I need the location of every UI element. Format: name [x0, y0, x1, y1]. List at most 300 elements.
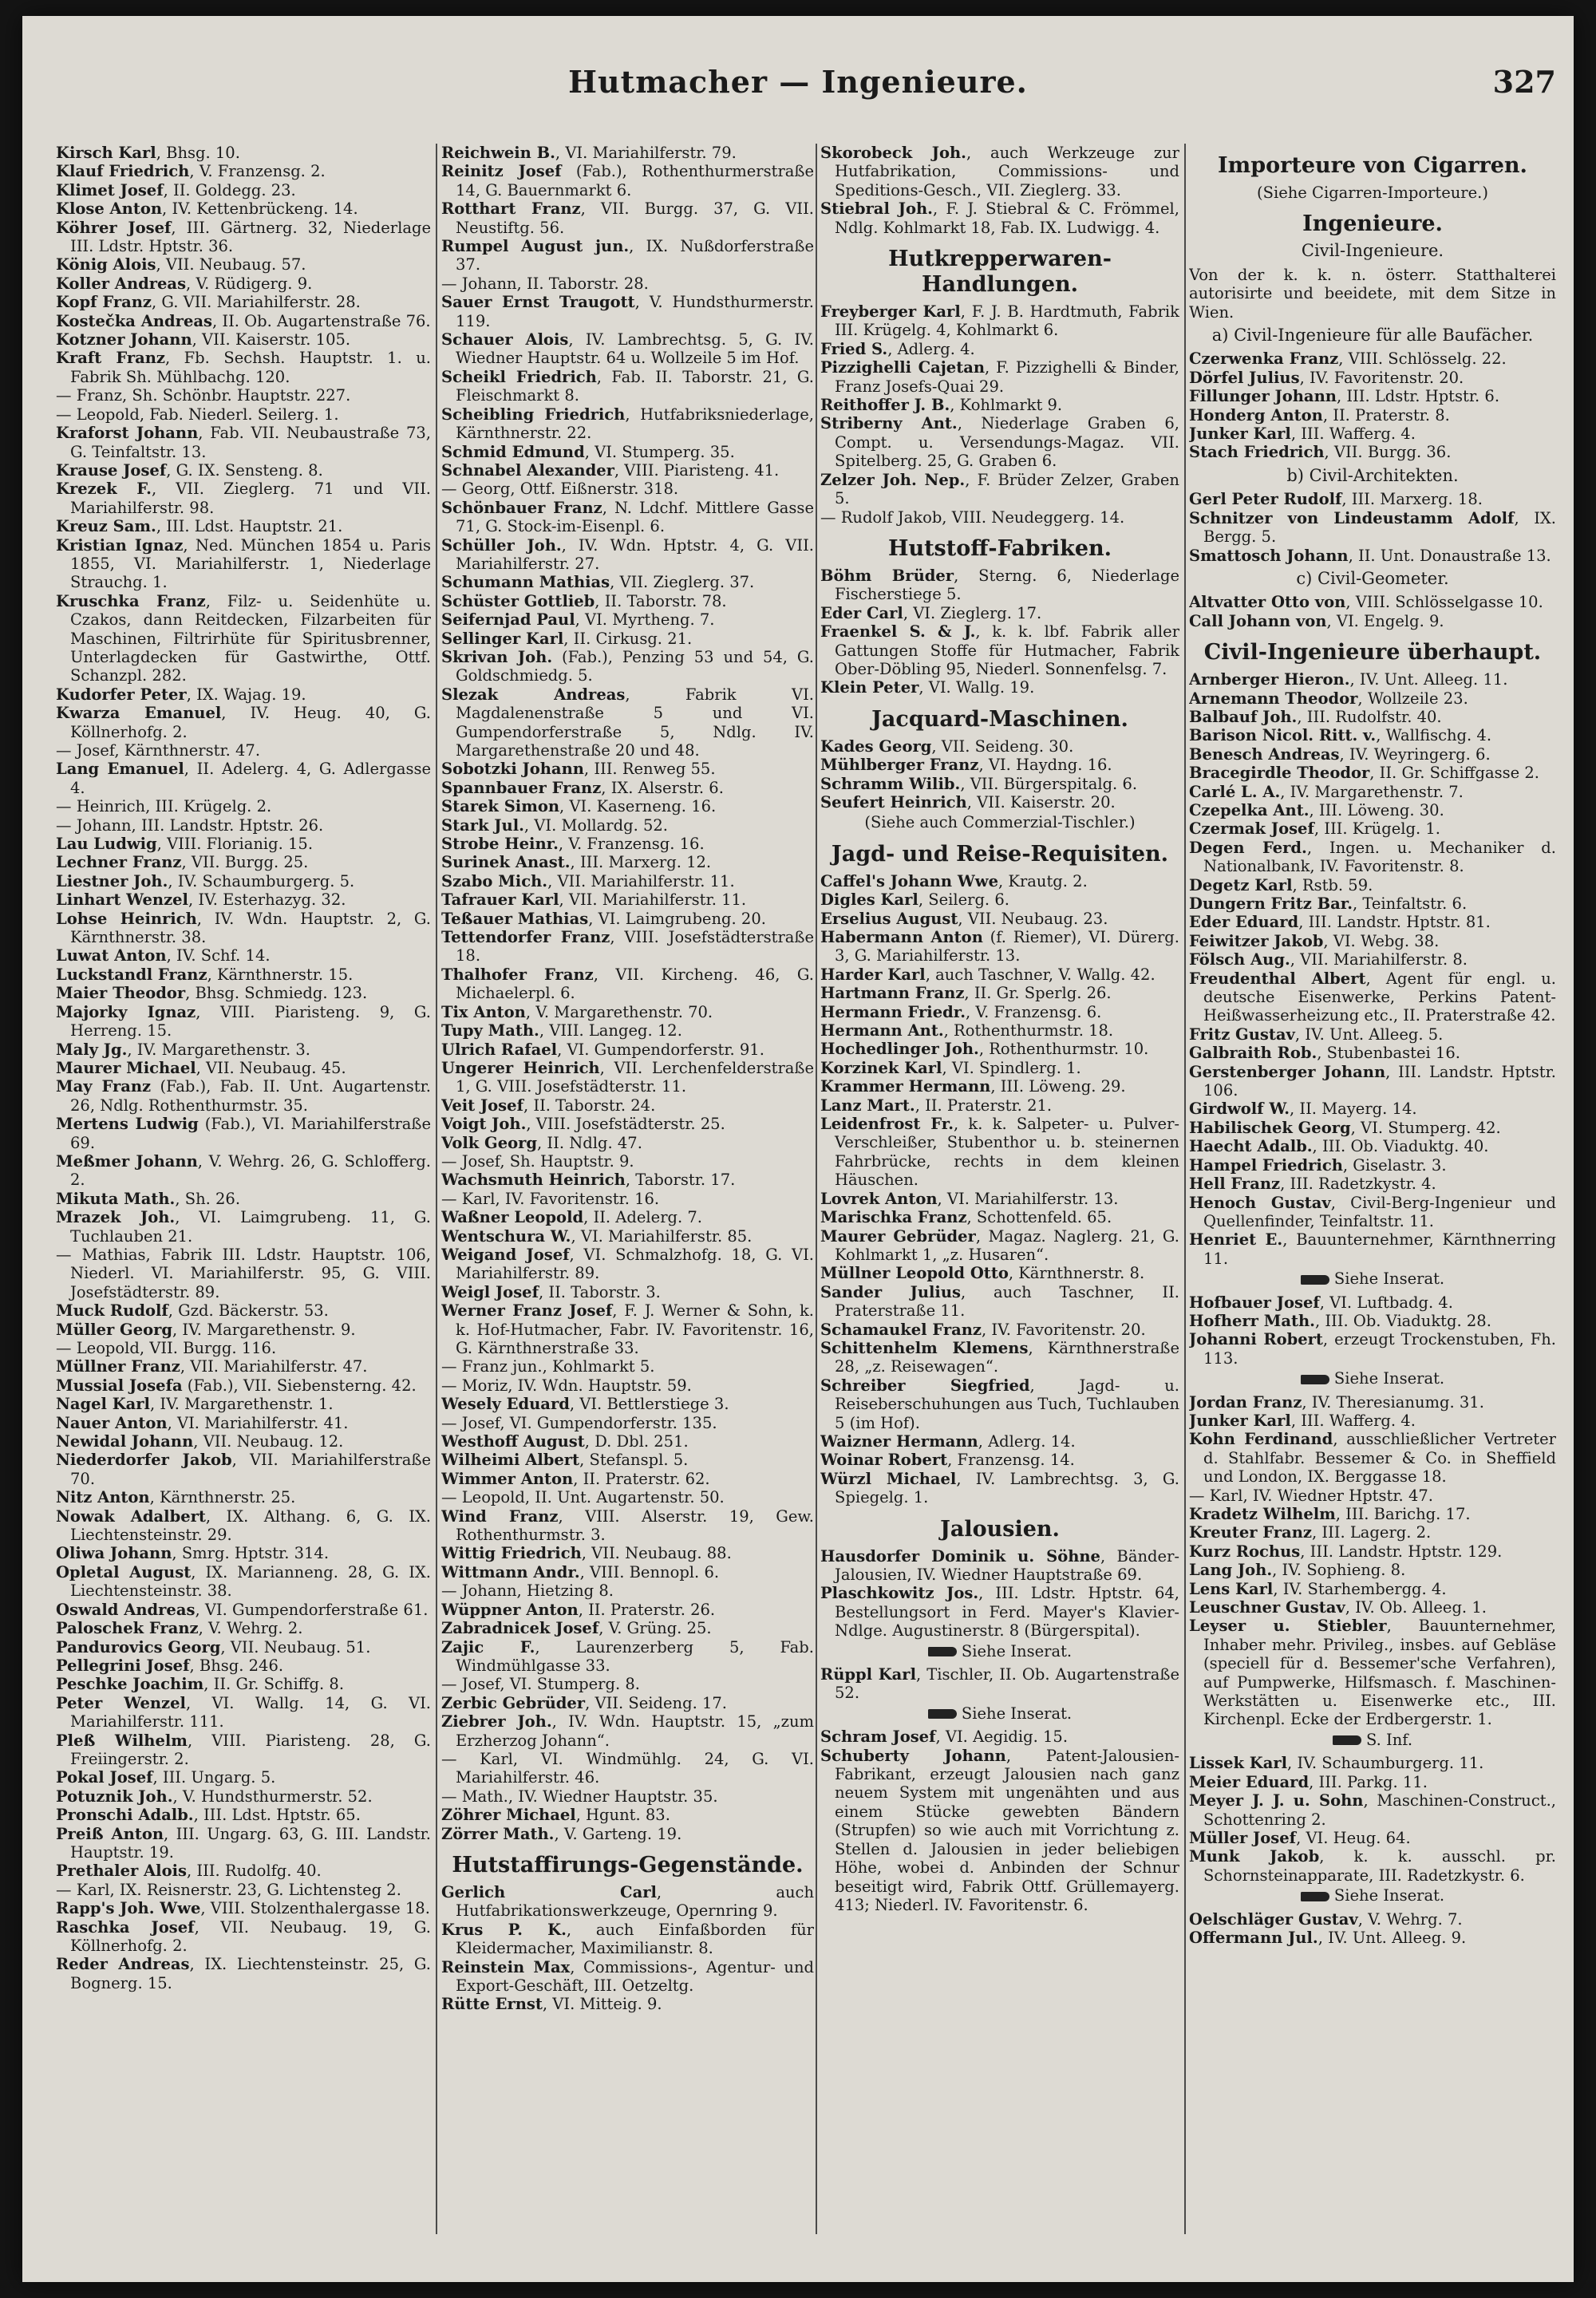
entry-details: , IV. Wdn. Hptstr. 4, G. VII. Mariahilferstr. 27.: [456, 535, 814, 573]
entry-name: Mikuta Math.: [56, 1189, 176, 1208]
entry-details: , III. Wafferg. 4.: [1290, 424, 1416, 444]
entry-details: , VII. Burgg. 36.: [1324, 443, 1452, 462]
directory-entry: [56, 424, 431, 461]
entry-details: , Filz- u. Seidenhüte u. Czakos, dann Reitdecken, Filzarbeiten für Maschinen, Filtrirhüte für Spiritusbrenner, Unterlagdecken für Gastwirthe, Ottf. Schanzpl. 282.: [70, 591, 431, 685]
directory-entry: [441, 928, 814, 965]
entry-details: , IV. Unt. Alleeg. 5.: [1294, 1025, 1444, 1044]
directory-entry: [1189, 369, 1556, 387]
entry-name: Veit Josef: [441, 1096, 523, 1115]
directory-entry: [820, 1584, 1179, 1640]
entry-name: Werner Franz Josef: [441, 1301, 613, 1321]
entry-details: , IX. Wajag. 19.: [186, 685, 306, 704]
entry-name: Schüller Joh.: [441, 535, 562, 555]
entry-details: , IV. Lambrechtsg. 5, G. IV. Wiedner Hauptstr. 64 u. Wollzeile 5 im Hof.: [456, 330, 814, 368]
entry-details: , VI. Mariahilferstr. 79.: [555, 144, 737, 162]
directory-entry: [441, 910, 814, 928]
entry-details: , Seilerg. 6.: [918, 890, 1009, 910]
directory-entry: [820, 1547, 1179, 1585]
directory-entry: [1189, 1100, 1556, 1118]
entry-details: , II. Gr. Sperlg. 26.: [964, 984, 1112, 1003]
directory-entry: [56, 685, 431, 704]
entry-name: Kirsch Karl: [56, 144, 156, 162]
entry-details: , Magaz. Naglerg. 21, G. Kohlmarkt 1, „z. Husaren“.: [835, 1226, 1179, 1264]
directory-entry: [441, 1470, 814, 1488]
entry-name: Pizzighelli Cajetan: [820, 358, 986, 377]
directory-entry: [820, 1470, 1179, 1507]
entry-name: Degen Ferd.: [1189, 838, 1307, 857]
page-header: [22, 64, 1574, 112]
directory-entry: [441, 1451, 814, 1469]
entry-details: , Krautg. 2.: [998, 871, 1088, 890]
directory-entry: [56, 760, 431, 797]
entry-details: , Rstb. 59.: [1292, 875, 1373, 894]
directory-entry: [441, 1806, 814, 1824]
directory-entry: [56, 910, 431, 947]
directory-entry: [820, 199, 1179, 237]
entry-details: , IV. Margarethenstr. 1.: [149, 1395, 334, 1414]
entry-name: Kraft Franz: [56, 349, 165, 368]
entry-details: , VI. Spindlerg. 1.: [942, 1058, 1081, 1077]
entry-details: , Jagd- u. Reiseberschuhungen aus Tuch, Tuchlauben 5 (im Hof).: [835, 1376, 1179, 1432]
directory-entry: [820, 1264, 1179, 1282]
directory-entry: [56, 1899, 431, 1917]
directory-entry: [56, 741, 431, 760]
directory-entry: [1189, 1412, 1556, 1430]
entry-name: Tafrauer Karl: [441, 890, 559, 910]
entry-details: , III. Wafferg. 4.: [1290, 1411, 1416, 1430]
directory-entry: [1189, 509, 1556, 547]
entry-name: Thalhofer Franz: [441, 965, 594, 984]
directory-entry: [820, 1040, 1179, 1058]
entry-name: Reinstein Max: [441, 1957, 571, 1976]
directory-entry: [56, 1246, 431, 1301]
entry-details: , VI. Stumperg. 42.: [1350, 1118, 1501, 1137]
directory-entry: [56, 592, 431, 685]
directory-entry: [1189, 1312, 1556, 1330]
directory-entry: [820, 928, 1179, 965]
directory-entry: [441, 648, 814, 685]
entry-details: , II. Praterstr. 26.: [578, 1600, 716, 1619]
directory-entry: [820, 302, 1179, 340]
entry-details: , VII. Mariahilferstr. 47.: [180, 1357, 368, 1376]
entry-name: Peschke Joachim: [56, 1675, 204, 1694]
entry-name: Harder Karl: [820, 965, 926, 984]
entry-name: Preiß Anton: [56, 1824, 164, 1843]
entry-details: , IV. Unt. Alleeg. 11.: [1349, 670, 1508, 689]
entry-details: , IV. Ob. Alleeg. 1.: [1345, 1598, 1487, 1617]
entry-details: , Bauunternehmer, Inhaber mehr. Privileg., insbes. auf Gebläse (speciell für d. Bessemer'sche Verfahren), auf Pumpwerke, Hilfsmasch. f. Maschinen-Werkstätten u. Eisenwerke etc., III. Kirchenpl. Ecke der Erdbergerstr. 1.: [1203, 1617, 1556, 1729]
directory-entry: [1189, 1505, 1556, 1523]
entry-details: , Gzd. Bäckerstr. 53.: [168, 1301, 329, 1321]
entry-name: Schüster Gottlieb: [441, 591, 595, 610]
entry-name: Meier Eduard: [1189, 1772, 1310, 1791]
directory-entry: [1189, 1230, 1556, 1268]
directory-entry: [1189, 612, 1556, 630]
entry-name: Müllner Leopold Otto: [820, 1264, 1009, 1283]
entry-name: Kradetz Wilhelm: [1189, 1505, 1336, 1523]
directory-entry: [441, 461, 814, 480]
directory-entry: [441, 293, 814, 330]
directory-entry: [1189, 1791, 1556, 1829]
entry-details: — Rudolf Jakob, VIII. Neudeggerg. 14.: [820, 507, 1125, 527]
advertisement-reference-text: S. Inf.: [1365, 1730, 1413, 1749]
entry-name: Arnemann Theodor: [1189, 689, 1358, 708]
entry-name: Wachsmuth Heinrich: [441, 1171, 626, 1190]
entry-name: Kotzner Johann: [56, 330, 192, 349]
directory-entry: [1189, 708, 1556, 726]
directory-entry: [56, 1601, 431, 1619]
directory-entry: [56, 517, 431, 535]
directory-entry: [441, 1581, 814, 1600]
entry-name: Gerlich Carl: [441, 1882, 657, 1901]
entry-details: , VII. Mariahilferstr. 8.: [1290, 950, 1468, 969]
directory-entry: [441, 1958, 814, 1996]
entry-details: , III. Marxerg. 18.: [1341, 490, 1483, 509]
directory-entry: [820, 890, 1179, 909]
entry-name: Lissek Karl: [1189, 1754, 1288, 1773]
directory-entry: [820, 910, 1179, 928]
directory-entry: [1189, 1137, 1556, 1155]
entry-name: Korzinek Karl: [820, 1058, 942, 1077]
directory-entry: [441, 1395, 814, 1413]
directory-entry: [1189, 406, 1556, 424]
entry-name: Fritz Gustav: [1189, 1025, 1295, 1044]
directory-entry: [441, 1619, 814, 1637]
entry-details: , VII. Neubaug. 19, G. Köllnerhofg. 2.: [70, 1917, 431, 1955]
entry-name: Kostečka Andreas: [56, 311, 212, 330]
entry-details: , Niederlage Graben 6, Compt. u. Versendungs-Magaz. VII. Spitelberg. 25, G. Graben 6.: [835, 414, 1179, 471]
directory-entry: [820, 358, 1179, 396]
entry-details: , Smrg. Hptstr. 314.: [172, 1544, 330, 1563]
entry-name: Raschka Josef: [56, 1917, 195, 1937]
entry-details: , IV. Lambrechtsg. 3, G. Spiegelg. 1.: [835, 1469, 1179, 1507]
page-number: 327: [1492, 64, 1556, 100]
directory-entry: [1189, 1598, 1556, 1617]
entry-details: , IV. Schaumburgerg. 11.: [1287, 1754, 1484, 1773]
entry-details: , VI. Wallg. 14, G. VI. Mariahilferstr. 111.: [70, 1693, 431, 1731]
entry-name: Klimet Josef: [56, 180, 164, 199]
entry-details: , F. J. Stiebral & C. Frömmel, Ndlg. Kohlmarkt 18, Fab. IX. Ludwigg. 4.: [835, 199, 1179, 237]
entry-details: — Leopold, VII. Burgg. 116.: [56, 1339, 277, 1357]
entry-name: Hampel Friedrich: [1189, 1155, 1343, 1175]
entry-name: Mühlberger Franz: [820, 756, 979, 775]
directory-entry: [1189, 1847, 1556, 1885]
entry-name: Gerl Peter Rudolf: [1189, 490, 1342, 509]
entry-name: Eder Carl: [820, 603, 903, 622]
entry-name: Reithoffer J. B.: [820, 396, 950, 415]
directory-entry: [441, 1825, 814, 1843]
directory-entry: [441, 1921, 814, 1958]
directory-entry: [56, 1507, 431, 1545]
entry-details: , VI. Gumpendorferstraße 61.: [195, 1600, 429, 1619]
entry-details: , VI. Engelg. 9.: [1326, 611, 1444, 630]
entry-details: , IV. Esterhazyg. 32.: [188, 890, 346, 910]
entry-details: , IV. Favoritenstr. 20.: [982, 1320, 1146, 1339]
directory-entry: [820, 471, 1179, 508]
entry-details: — Karl, IV. Wiedner Hptstr. 47.: [1189, 1486, 1433, 1505]
entry-name: Maurer Gebrüder: [820, 1226, 976, 1246]
entry-details: , auch Werkzeuge zur Hutfabrikation, Commissions- und Speditions-Gesch., VII. Zieglerg. 33.: [835, 144, 1179, 199]
entry-name: Kudorfer Peter: [56, 685, 187, 704]
directory-entry: [1189, 1194, 1556, 1231]
entry-name: Nauer Anton: [56, 1413, 168, 1432]
entry-name: Haecht Adalb.: [1189, 1137, 1313, 1156]
directory-entry: [820, 414, 1179, 470]
entry-name: Maly Jg.: [56, 1040, 128, 1059]
entry-name: Fölsch Aug.: [1189, 950, 1290, 969]
entry-details: , VIII. Piaristeng. 41.: [614, 460, 780, 480]
entry-name: Lang Emanuel: [56, 760, 184, 779]
directory-entry: [1189, 1829, 1556, 1847]
directory-entry: [441, 144, 814, 162]
advertisement-reference: [1189, 1731, 1556, 1749]
directory-entry: [820, 756, 1179, 774]
directory-entry: [441, 1995, 814, 2013]
entry-details: , VII. Neubaug. 12.: [193, 1432, 344, 1451]
entry-name: Luwat Anton: [56, 946, 167, 965]
entry-name: Spannbauer Franz: [441, 778, 602, 797]
entry-details: , Stubenbastei 16.: [1317, 1044, 1460, 1063]
entry-details: , II. Mayerg. 14.: [1290, 1100, 1417, 1119]
entry-details: , Wollzeile 23.: [1357, 689, 1468, 708]
directory-entry: [56, 1040, 431, 1059]
directory-entry: [56, 312, 431, 330]
directory-entry: [1189, 1929, 1556, 1947]
entry-name: Junker Karl: [1189, 424, 1291, 444]
entry-name: Fraenkel S. & J.: [820, 622, 976, 642]
entry-name: Tupy Math.: [441, 1021, 539, 1040]
directory-entry: [56, 1918, 431, 1956]
entry-details: , IX. Marianneng. 28, G. IX. Liechtensteinstr. 38.: [70, 1562, 431, 1601]
entry-details: , VII. Zieglerg. 71 und VII. Mariahilferstr. 98.: [70, 480, 431, 517]
entry-details: (Fab.), VII. Siebensterng. 42.: [182, 1376, 417, 1395]
directory-entry: [56, 1675, 431, 1693]
directory-entry: [441, 199, 814, 237]
directory-entry: [56, 1077, 431, 1115]
directory-entry: [441, 760, 814, 778]
entry-details: , III. Lagerg. 2.: [1311, 1523, 1432, 1542]
entry-name: Dörfel Julius: [1189, 368, 1300, 387]
entry-details: , Bhsg. Schmiedg. 123.: [185, 984, 368, 1003]
entry-name: Nowak Adalbert: [56, 1506, 206, 1526]
entry-details: — Josef, VI. Stumperg. 8.: [441, 1675, 640, 1694]
directory-entry: [441, 1712, 814, 1750]
directory-entry: [441, 890, 814, 909]
directory-entry: [820, 567, 1179, 604]
entry-details: (Fab.), Rothenthurmerstraße 14, G. Bauernmarkt 6.: [456, 162, 814, 199]
entry-name: Slezak Andreas: [441, 685, 626, 704]
directory-entry: [56, 1563, 431, 1601]
entry-details: , III. Barichg. 17.: [1335, 1505, 1471, 1523]
directory-entry: [820, 1339, 1179, 1376]
entry-name: Reichwein B.: [441, 144, 555, 162]
entry-details: — Georg, Ottf. Eißnerstr. 318.: [441, 480, 679, 499]
entry-name: Hofbauer Josef: [1189, 1293, 1320, 1312]
entry-name: Luckstandl Franz: [56, 965, 207, 984]
directory-entry: [441, 610, 814, 629]
directory-entry: [56, 1488, 431, 1506]
entry-details: , VIII. Piaristeng. 28, G. Freiingerstr. 2.: [70, 1731, 431, 1768]
directory-entry: [56, 1208, 431, 1246]
entry-name: Fried S.: [820, 339, 888, 358]
entry-details: — Josef, Kärnthnerstr. 47.: [56, 741, 261, 760]
directory-entry: [1189, 932, 1556, 950]
directory-entry: [441, 1414, 814, 1432]
entry-details: , III. Löweng. 29.: [990, 1077, 1126, 1096]
entry-details: , k. k. lbf. Fabrik aller Gattungen Stoffe für Hutmacher, Fabrik Ober-Döbling 95, Niederl. Sonnenfelsg. 7.: [835, 622, 1179, 678]
directory-entry: [820, 1283, 1179, 1321]
entry-name: Stach Friedrich: [1189, 443, 1325, 462]
directory-entry: [1189, 783, 1556, 801]
entry-name: Balbauf Joh.: [1189, 707, 1298, 726]
directory-entry: [56, 330, 431, 349]
directory-entry: [56, 1432, 431, 1451]
directory-entry: [820, 340, 1179, 358]
entry-name: Oswald Andreas: [56, 1600, 196, 1619]
entry-details: , III. Ungarg. 63, G. III. Landstr. Hauptstr. 19.: [70, 1824, 431, 1862]
entry-details: , auch Einfaßborden für Kleidermacher, Maximilianstr. 8.: [456, 1920, 814, 1958]
entry-name: Waizner Hermann: [820, 1431, 978, 1451]
entry-name: Kreuz Sam.: [56, 517, 156, 536]
entry-name: Schmid Edmund: [441, 442, 585, 461]
directory-entry: [1189, 969, 1556, 1025]
entry-name: Westhoff August: [441, 1432, 585, 1451]
entry-details: , VI. Heug. 64.: [1296, 1828, 1411, 1847]
entry-details: , VI. Mitteig. 9.: [542, 1995, 662, 2014]
entry-name: Szabo Mich.: [441, 871, 548, 890]
entry-name: Offermann Jul.: [1189, 1928, 1318, 1947]
entry-name: Arnberger Hieron.: [1189, 670, 1350, 689]
section-heading: Jagd- und Reise-Requisiten.: [831, 841, 1169, 867]
entry-name: Erselius August: [820, 909, 958, 928]
entry-details: , auch Hutfabrikationswerkzeuge, Opernring 9.: [456, 1882, 814, 1921]
entry-details: , II. Gr. Schiffgasse 2.: [1369, 764, 1539, 783]
entry-details: — Mathias, Fabrik III. Ldstr. Hauptstr. 106, Niederl. VI. Mariahilferstr. 95, G. VIII. Josefstädterstr. 89.: [56, 1245, 431, 1301]
entry-name: Wimmer Anton: [441, 1469, 574, 1488]
entry-details: , II. Ob. Augartenstraße 76.: [211, 311, 431, 330]
entry-name: Zabradnicek Josef: [441, 1619, 599, 1638]
section-heading: Hutstoff-Fabriken.: [887, 535, 1112, 561]
entry-details: , erzeugt Trockenstuben, Fh. 113.: [1203, 1330, 1556, 1368]
entry-name: Wesely Eduard: [441, 1395, 570, 1414]
directory-entry: [1189, 1561, 1556, 1579]
advertisement-reference: [1189, 1369, 1556, 1388]
entry-name: Starek Simon: [441, 797, 560, 816]
entry-name: Hochedlinger Joh.: [820, 1040, 979, 1059]
pointing-hand-icon: [928, 1709, 957, 1719]
directory-entry: [56, 1339, 431, 1357]
directory-entry: [56, 1451, 431, 1488]
entry-details: , VI. Wallg. 19.: [918, 678, 1035, 697]
entry-details: , k. k. ausschl. pr. Schornsteinapparate, III. Radetzkystr. 6.: [1203, 1847, 1556, 1885]
directory-entry: [441, 1638, 814, 1676]
entry-name: Klauf Friedrich: [56, 162, 190, 181]
directory-entry: [441, 1208, 814, 1226]
advertisement-reference: [820, 1642, 1179, 1660]
column-1: [56, 144, 431, 2266]
entry-name: Tettendorfer Franz: [441, 928, 610, 947]
directory-entry: [820, 1021, 1179, 1040]
entry-details: , Rothenthurmstr. 10.: [978, 1040, 1149, 1059]
directory-entry: [56, 1694, 431, 1731]
entry-name: Klose Anton: [56, 199, 163, 219]
directory-entry: [820, 1727, 1179, 1746]
entry-name: Caffel's Johann Wwe: [820, 871, 998, 890]
entry-details: , III. Rudolfstr. 40.: [1297, 707, 1442, 726]
entry-name: Schreiber Siegfried: [820, 1376, 1030, 1395]
directory-entry: [1189, 1119, 1556, 1137]
subsection-heading: c) Civil-Geometer.: [1296, 568, 1449, 588]
directory-entry: [56, 1619, 431, 1637]
entry-details: , IX. Althang. 6, G. IX. Liechtensteinstr. 29.: [70, 1506, 431, 1545]
entry-name: Lau Ludwig: [56, 835, 157, 854]
directory-entry: [56, 797, 431, 815]
directory-entry: [820, 1321, 1179, 1339]
directory-entry: [56, 965, 431, 984]
entry-name: Johanni Robert: [1189, 1330, 1323, 1349]
entry-details: , VIII. Schlösselg. 22.: [1338, 349, 1507, 369]
entry-name: Hell Franz: [1189, 1175, 1281, 1194]
entry-name: Koller Andreas: [56, 274, 187, 293]
directory-entry: [441, 592, 814, 610]
entry-name: Galbraith Rob.: [1189, 1044, 1317, 1063]
entry-details: , Franzensg. 14.: [947, 1451, 1075, 1470]
pointing-hand-icon: [1333, 1735, 1361, 1745]
directory-entry: [1189, 764, 1556, 782]
directory-entry: [56, 349, 431, 386]
entry-details: , N. Ldchf. Mittlere Gasse 71, G. Stock-im-Eisenpl. 6.: [456, 498, 814, 536]
entry-details: , VI. Mollardg. 52.: [523, 815, 668, 835]
entry-details: — Heinrich, III. Krügelg. 2.: [56, 797, 272, 816]
entry-details: , VII. Burgg. 37, G. VII. Neustiftg. 56.: [456, 199, 814, 237]
directory-entry: [441, 1152, 814, 1171]
entry-name: Zelzer Joh. Nep.: [820, 470, 966, 489]
entry-details: , D. Dbl. 251.: [584, 1432, 689, 1451]
entry-details: , auch Taschner, II. Praterstraße 11.: [835, 1282, 1179, 1321]
entry-name: Meyer J. J. u. Sohn: [1189, 1791, 1364, 1810]
entry-name: Krause Josef: [56, 460, 167, 480]
entry-details: , VII. Seideng. 30.: [931, 736, 1074, 756]
directory-entry: [441, 1190, 814, 1208]
entry-name: Hermann Friedr.: [820, 1002, 966, 1021]
entry-details: — Josef, VI. Gumpendorferstr. 135.: [441, 1413, 717, 1432]
directory-entry: [820, 1003, 1179, 1021]
entry-details: , Adlerg. 4.: [887, 339, 975, 358]
entry-details: , II. Goldegg. 23.: [163, 180, 296, 199]
entry-name: Schnabel Alexander: [441, 460, 614, 480]
advertisement-reference: [820, 1704, 1179, 1723]
entry-name: Mussial Josefa: [56, 1376, 183, 1395]
entry-details: , III. Landstr. Hptstr. 106.: [1203, 1062, 1556, 1100]
directory-entry: [1189, 1330, 1556, 1368]
entry-name: Rapp's Joh. Wwe: [56, 1899, 201, 1918]
entry-name: Strobe Heinr.: [441, 835, 559, 854]
entry-name: Lechner Franz: [56, 853, 182, 872]
entry-details: , IX. Bergg. 5.: [1203, 508, 1556, 547]
directory-entry: [56, 181, 431, 199]
directory-entry: [56, 1376, 431, 1395]
directory-entry: [1189, 1293, 1556, 1312]
entry-name: Scheikl Friedrich: [441, 367, 597, 386]
directory-entry: [56, 255, 431, 274]
entry-name: Jordan Franz: [1189, 1392, 1302, 1412]
entry-details: , V. Hundsthurmerstr. 52.: [172, 1787, 373, 1806]
entry-details: , Rothenthurmstr. 18.: [943, 1021, 1114, 1040]
entry-name: Carlé L. A.: [1189, 782, 1281, 801]
entry-name: Sellinger Karl: [441, 629, 564, 648]
directory-entry: [1189, 1044, 1556, 1062]
directory-entry: [1189, 1773, 1556, 1791]
